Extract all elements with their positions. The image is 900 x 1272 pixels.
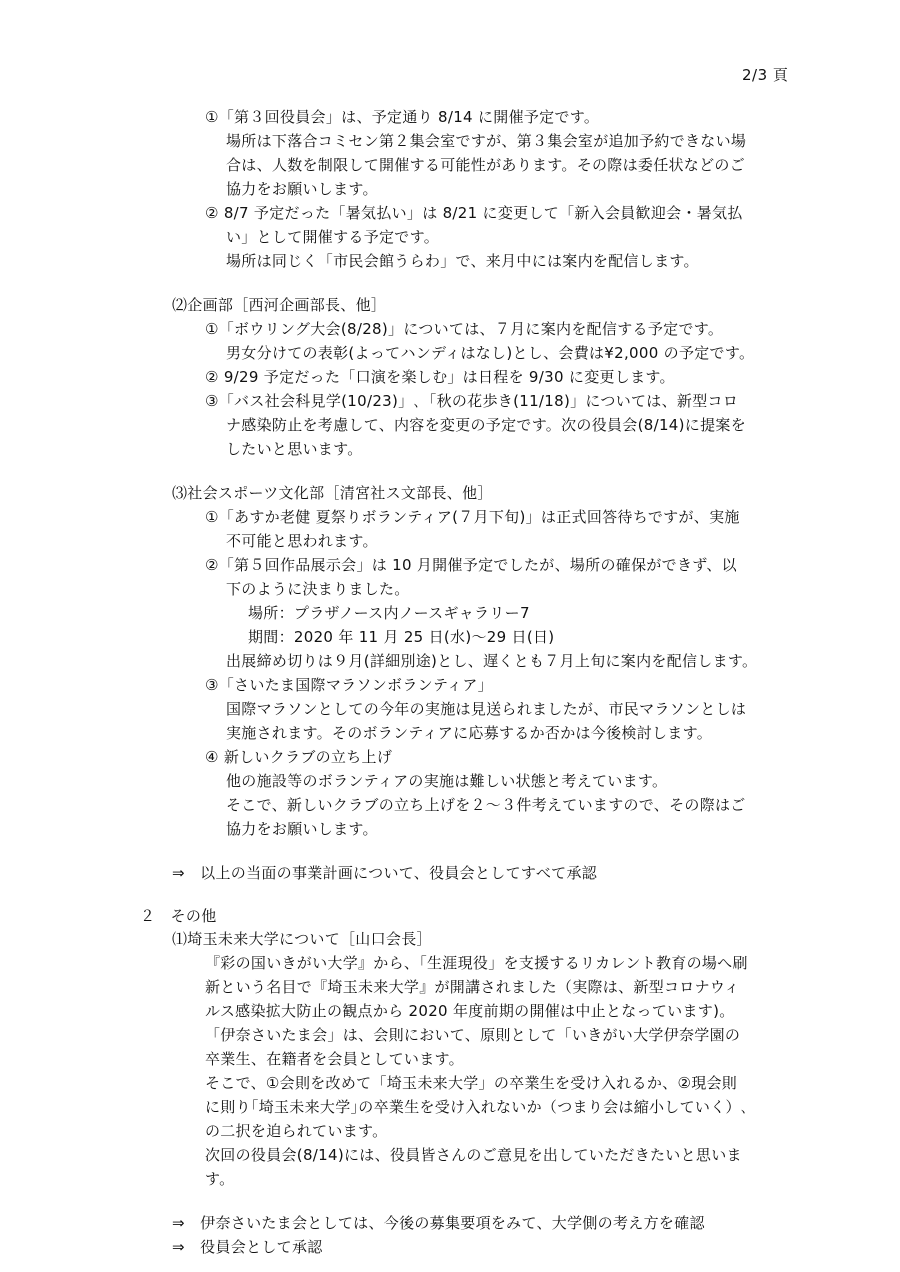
- document-line: ①「第３回役員会」は、予定通り 8/14 に開催予定です。: [205, 108, 600, 126]
- document-line: の二択を迫られています。: [205, 1122, 388, 1140]
- document-line: ⑵企画部［西河企画部長、他］: [172, 296, 387, 314]
- document-line: 新という名目で『埼玉未来大学』が開講されました（実際は、新型コロナウィ: [205, 978, 740, 996]
- document-line: ② 9/29 予定だった「口演を楽しむ」は日程を 9/30 に変更します。: [205, 368, 675, 386]
- document-line: 不可能と思われます。: [226, 532, 378, 550]
- document-line: 場所は下落合コミセン第２集会室ですが、第３集会室が追加予約できない場: [226, 132, 747, 150]
- document-line: ③「バス社会科見学(10/23)」､「秋の花歩き(11/18)」については、新型コロ: [205, 392, 739, 410]
- document-line: したいと思います。: [226, 440, 363, 458]
- document-line: 国際マラソンとしての今年の実施は見送られましたが、市民マラソンとしは: [226, 700, 747, 718]
- document-line: ①「あすか老健 夏祭りボランティア(７月下旬)」は正式回答待ちですが、実施: [205, 508, 740, 526]
- document-line: 期間：2020 年 11 月 25 日(水)～29 日(日): [248, 628, 555, 646]
- document-line: そこで、①会則を改めて「埼玉未来大学」の卒業生を受け入れるか、②現会則: [205, 1074, 738, 1092]
- document-line: ② 8/7 予定だった「暑気払い」は 8/21 に変更して「新入会員歓迎会・暑気払: [205, 204, 743, 222]
- document-line: 合は、人数を制限して開催する可能性があります。その際は委任状などのご: [226, 156, 746, 174]
- document-line: ⇒ 伊奈さいたま会としては、今後の募集要項をみて、大学側の考え方を確認: [172, 1214, 705, 1232]
- document-line: 「伊奈さいたま会」は、会則において、原則として「いきがい大学伊奈学園の: [205, 1026, 741, 1044]
- document-line: 男女分けての表彰(よってハンディはなし)とし、会費は¥2,000 の予定です。: [226, 344, 755, 362]
- document-line: 『彩の国いきがい大学』から、「生涯現役」を支援するリカレント教育の場へ刷: [205, 954, 748, 972]
- page-number: 2/3 頁: [742, 66, 789, 84]
- document-line: ⇒ 以上の当面の事業計画について、役員会としてすべて承認: [172, 864, 598, 882]
- document-line: ナ感染防止を考慮して、内容を変更の予定です。次の役員会(8/14)に提案を: [226, 416, 746, 434]
- document-line: そこで、新しいクラブの立ち上げを２～３件考えていますので、その際はご: [226, 796, 746, 814]
- document-line: ③「さいたま国際マラソンボランティア」: [205, 676, 493, 694]
- document-line: ⑴埼玉未来大学について［山口会長］: [172, 930, 432, 948]
- document-line: 卒業生、在籍者を会員としています。: [205, 1050, 464, 1068]
- document-line: に則り｢埼玉未来大学｣の卒業生を受け入れないか（つまり会は縮小していく）､: [205, 1098, 749, 1116]
- document-line: 場所は同じく「市民会館うらわ」で、来月中には案内を配信します。: [226, 252, 699, 270]
- document-line: ⑶社会スポーツ文化部［清宮社ス文部長、他］: [172, 484, 493, 502]
- document-line: 協力をお願いします。: [226, 180, 378, 198]
- document-line: い」として開催する予定です。: [226, 228, 440, 246]
- document-line: 協力をお願いします。: [226, 820, 378, 838]
- document-line: 場所：プラザノース内ノースギャラリー7: [248, 604, 530, 622]
- document-line: 出展締め切りは９月(詳細別途)とし、遅くとも７月上旬に案内を配信します。: [226, 652, 758, 670]
- document-line: ルス感染拡大防止の観点から 2020 年度前期の開催は中止となっています)。: [205, 1002, 735, 1020]
- document-line: す。: [205, 1170, 235, 1188]
- document-line: ②「第５回作品展示会」は 10 月開催予定でしたが、場所の確保ができず、以: [205, 556, 737, 574]
- document-line: 実施されます。そのボランティアに応募するか否かは今後検討します。: [226, 724, 713, 742]
- document-line: ⇒ 役員会として承認: [172, 1238, 323, 1256]
- document-line: 次回の役員会(8/14)には、役員皆さんのご意見を出していただきたいと思いま: [205, 1146, 742, 1164]
- document-line: ２ その他: [140, 907, 217, 925]
- document-line: 下のように決まりました。: [226, 580, 410, 598]
- document-line: ④ 新しいクラブの立ち上げ: [205, 748, 393, 766]
- document-line: ①「ボウリング大会(8/28)」については、７月に案内を配信する予定です。: [205, 320, 724, 338]
- document-line: 他の施設等のボランティアの実施は難しい状態と考えています。: [226, 772, 668, 790]
